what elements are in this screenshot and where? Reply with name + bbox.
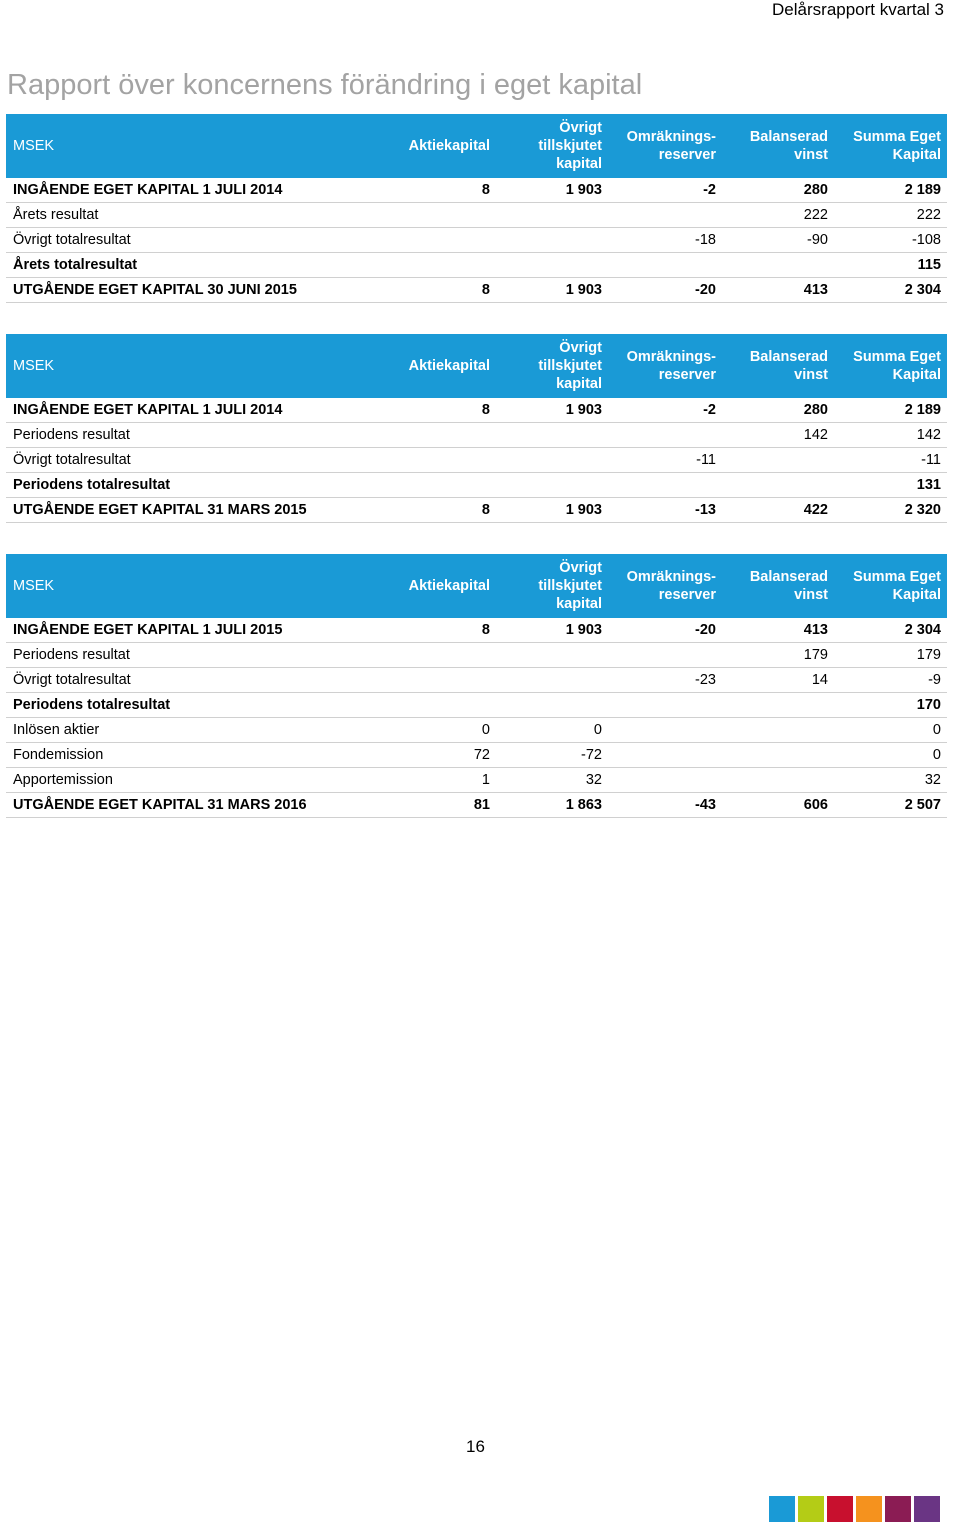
- table-row: [6, 643, 947, 668]
- table-cell: 1 903: [496, 178, 608, 203]
- table-cell: 32: [496, 768, 608, 793]
- table-cell: [496, 228, 608, 253]
- column-header-aktiekapital: Aktiekapital: [390, 334, 496, 398]
- equity-table-2: [6, 334, 947, 523]
- table-cell: -2: [608, 398, 722, 423]
- table-cell: 2 507: [834, 793, 947, 818]
- table-cell: -13: [608, 498, 722, 523]
- table-cell: [608, 768, 722, 793]
- table-row: [6, 278, 947, 303]
- row-label: Övrigt totalresultat: [6, 668, 390, 693]
- brand-color-squares: [769, 1496, 940, 1522]
- equity-table-1: [6, 114, 947, 303]
- table-cell: [390, 423, 496, 448]
- row-label: Inlösen aktier: [6, 718, 390, 743]
- table-cell: [722, 743, 834, 768]
- table-row: [6, 253, 947, 278]
- table-cell: 413: [722, 278, 834, 303]
- table-cell: 606: [722, 793, 834, 818]
- table-cell: 8: [390, 278, 496, 303]
- table-row: [6, 228, 947, 253]
- table-cell: 142: [834, 423, 947, 448]
- table-cell: -20: [608, 278, 722, 303]
- table-cell: -9: [834, 668, 947, 693]
- column-header-balanserad-vinst: Balanserad vinst: [722, 114, 834, 178]
- table-cell: [608, 718, 722, 743]
- table-row: [6, 793, 947, 818]
- brand-color-square: [856, 1496, 882, 1522]
- row-label: Periodens resultat: [6, 423, 390, 448]
- table-cell: -90: [722, 228, 834, 253]
- table-row: [6, 718, 947, 743]
- table-cell: -11: [608, 448, 722, 473]
- table-cell: 1 863: [496, 793, 608, 818]
- column-header-summa-eget-kapital: Summa Eget Kapital: [834, 554, 947, 618]
- table-cell: [608, 643, 722, 668]
- table-cell: [608, 253, 722, 278]
- table-cell: [496, 203, 608, 228]
- table-cell: 2 320: [834, 498, 947, 523]
- table-row: [6, 743, 947, 768]
- column-header-omrakningsreserver: Omräknings- reserver: [608, 334, 722, 398]
- table-cell: [722, 473, 834, 498]
- table-cell: [390, 448, 496, 473]
- table-row: [6, 498, 947, 523]
- table-cell: [722, 768, 834, 793]
- table-cell: 131: [834, 473, 947, 498]
- column-header-summa-eget-kapital: Summa Eget Kapital: [834, 334, 947, 398]
- table-cell: [608, 743, 722, 768]
- row-label: Apportemission: [6, 768, 390, 793]
- column-header-msek: MSEK: [6, 334, 390, 398]
- table-cell: 422: [722, 498, 834, 523]
- table-row: [6, 203, 947, 228]
- table-row: [6, 178, 947, 203]
- table-cell: [608, 693, 722, 718]
- column-header-summa-eget-kapital: Summa Eget Kapital: [834, 114, 947, 178]
- table-cell: 222: [834, 203, 947, 228]
- table-cell: 0: [496, 718, 608, 743]
- table-cell: [722, 253, 834, 278]
- equity-table-3: [6, 554, 947, 818]
- table-cell: 32: [834, 768, 947, 793]
- table-cell: -11: [834, 448, 947, 473]
- table-cell: [608, 423, 722, 448]
- row-label: Övrigt totalresultat: [6, 228, 390, 253]
- report-header: Delårsrapport kvartal 3: [772, 0, 944, 19]
- table-row: [6, 768, 947, 793]
- table-cell: 142: [722, 423, 834, 448]
- table-header-row: [6, 114, 947, 178]
- table-cell: [496, 668, 608, 693]
- table-cell: [390, 668, 496, 693]
- row-label: UTGÅENDE EGET KAPITAL 30 JUNI 2015: [6, 278, 390, 303]
- page-title: Rapport över koncernens förändring i eget kapital: [7, 69, 643, 101]
- row-label: Periodens totalresultat: [6, 473, 390, 498]
- row-label: UTGÅENDE EGET KAPITAL 31 MARS 2015: [6, 498, 390, 523]
- table-cell: 222: [722, 203, 834, 228]
- row-label: Årets totalresultat: [6, 253, 390, 278]
- table-cell: 2 304: [834, 278, 947, 303]
- table-cell: [390, 203, 496, 228]
- brand-color-square: [827, 1496, 853, 1522]
- row-label: Periodens resultat: [6, 643, 390, 668]
- table-cell: 179: [722, 643, 834, 668]
- table-cell: 14: [722, 668, 834, 693]
- table-body: [6, 398, 947, 523]
- table-cell: 81: [390, 793, 496, 818]
- page-number: 16: [466, 1437, 485, 1456]
- table-cell: [496, 693, 608, 718]
- brand-color-square: [885, 1496, 911, 1522]
- table-cell: 115: [834, 253, 947, 278]
- table-cell: 280: [722, 398, 834, 423]
- table-cell: 1 903: [496, 398, 608, 423]
- table-cell: [496, 423, 608, 448]
- table-row: [6, 668, 947, 693]
- table-cell: [390, 228, 496, 253]
- column-header-ovrigt-tillskjutet: Övrigt tillskjutet kapital: [496, 554, 608, 618]
- table-cell: 1 903: [496, 618, 608, 643]
- row-label: Fondemission: [6, 743, 390, 768]
- table-cell: 170: [834, 693, 947, 718]
- table-body: [6, 178, 947, 303]
- table-header-row: [6, 554, 947, 618]
- row-label: Årets resultat: [6, 203, 390, 228]
- table-cell: [496, 643, 608, 668]
- table-cell: [608, 203, 722, 228]
- table-header-row: [6, 334, 947, 398]
- table-cell: 413: [722, 618, 834, 643]
- table-cell: 2 189: [834, 398, 947, 423]
- table-cell: [390, 253, 496, 278]
- column-header-omrakningsreserver: Omräknings- reserver: [608, 554, 722, 618]
- table-cell: [722, 718, 834, 743]
- table-cell: 8: [390, 398, 496, 423]
- table-body: [6, 618, 947, 818]
- column-header-balanserad-vinst: Balanserad vinst: [722, 554, 834, 618]
- table-row: [6, 398, 947, 423]
- row-label: Periodens totalresultat: [6, 693, 390, 718]
- table-cell: 2 189: [834, 178, 947, 203]
- table-cell: -23: [608, 668, 722, 693]
- row-label: UTGÅENDE EGET KAPITAL 31 MARS 2016: [6, 793, 390, 818]
- table-cell: 8: [390, 498, 496, 523]
- table-cell: 8: [390, 618, 496, 643]
- table-cell: -20: [608, 618, 722, 643]
- table-row: [6, 423, 947, 448]
- table-cell: 280: [722, 178, 834, 203]
- table-cell: [608, 473, 722, 498]
- table-cell: 8: [390, 178, 496, 203]
- table-cell: 0: [390, 718, 496, 743]
- table-cell: [722, 693, 834, 718]
- table-cell: [390, 473, 496, 498]
- table-cell: -108: [834, 228, 947, 253]
- brand-color-square: [914, 1496, 940, 1522]
- table-row: [6, 473, 947, 498]
- table-cell: -2: [608, 178, 722, 203]
- column-header-balanserad-vinst: Balanserad vinst: [722, 334, 834, 398]
- table-cell: -72: [496, 743, 608, 768]
- table-cell: 1 903: [496, 498, 608, 523]
- table-cell: [722, 448, 834, 473]
- table-cell: -43: [608, 793, 722, 818]
- column-header-omrakningsreserver: Omräknings- reserver: [608, 114, 722, 178]
- column-header-aktiekapital: Aktiekapital: [390, 554, 496, 618]
- table-cell: [390, 693, 496, 718]
- column-header-msek: MSEK: [6, 554, 390, 618]
- table-cell: [390, 643, 496, 668]
- table-cell: 1: [390, 768, 496, 793]
- row-label: INGÅENDE EGET KAPITAL 1 JULI 2014: [6, 178, 390, 203]
- column-header-ovrigt-tillskjutet: Övrigt tillskjutet kapital: [496, 334, 608, 398]
- table-cell: 72: [390, 743, 496, 768]
- table-cell: 0: [834, 718, 947, 743]
- brand-color-square: [769, 1496, 795, 1522]
- table-cell: [496, 253, 608, 278]
- table-cell: 2 304: [834, 618, 947, 643]
- table-cell: -18: [608, 228, 722, 253]
- column-header-ovrigt-tillskjutet: Övrigt tillskjutet kapital: [496, 114, 608, 178]
- table-cell: [496, 473, 608, 498]
- table-cell: 1 903: [496, 278, 608, 303]
- table-cell: 179: [834, 643, 947, 668]
- table-cell: 0: [834, 743, 947, 768]
- table-cell: [496, 448, 608, 473]
- row-label: Övrigt totalresultat: [6, 448, 390, 473]
- table-row: [6, 693, 947, 718]
- row-label: INGÅENDE EGET KAPITAL 1 JULI 2014: [6, 398, 390, 423]
- table-row: [6, 618, 947, 643]
- table-row: [6, 448, 947, 473]
- brand-color-square: [798, 1496, 824, 1522]
- column-header-msek: MSEK: [6, 114, 390, 178]
- column-header-aktiekapital: Aktiekapital: [390, 114, 496, 178]
- row-label: INGÅENDE EGET KAPITAL 1 JULI 2015: [6, 618, 390, 643]
